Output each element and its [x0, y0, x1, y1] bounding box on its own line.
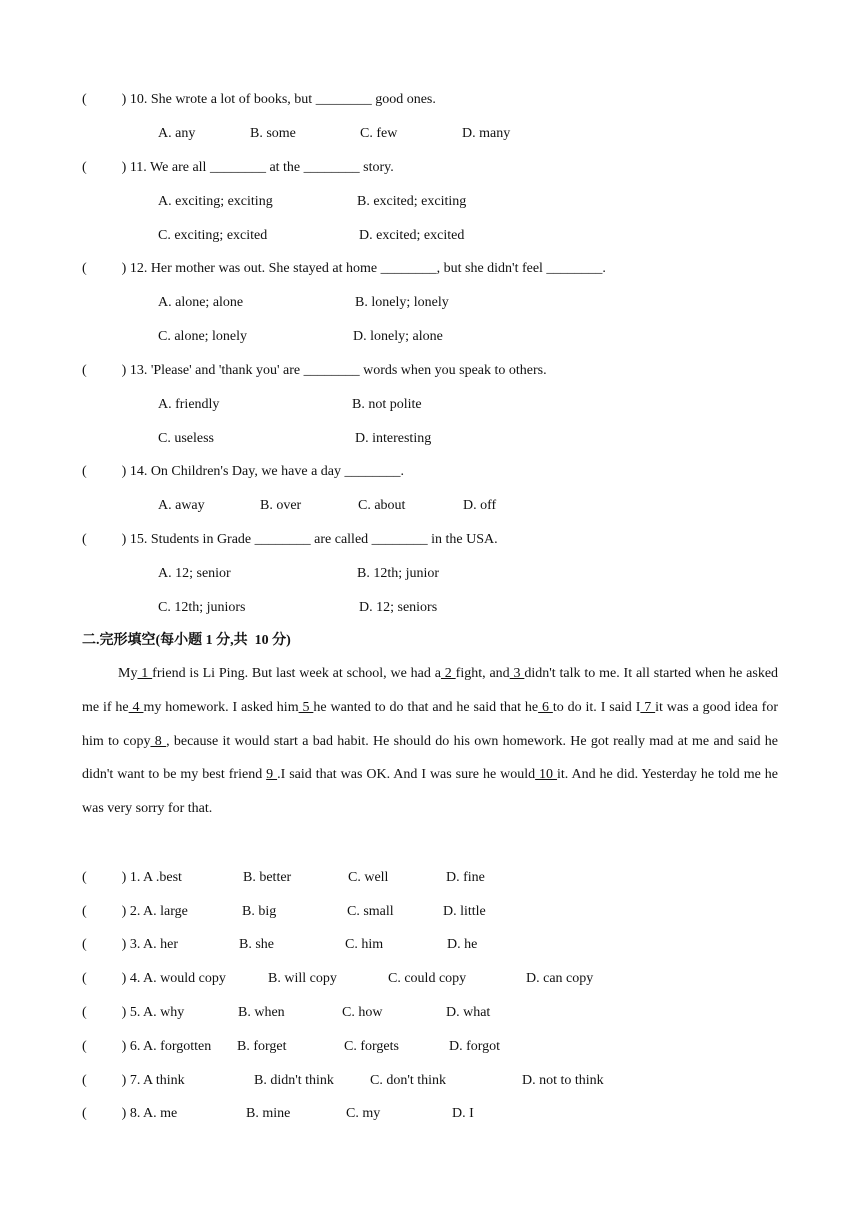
option-b: B. not polite	[352, 397, 422, 412]
option-c: C. don't think	[370, 1073, 447, 1088]
cloze-stem: ( ) 5. A. why	[82, 1005, 185, 1020]
option-a: A. alone; alone	[158, 295, 244, 310]
blank-2: 2	[440, 666, 456, 681]
cloze-stem: ( ) 8. A. me	[82, 1106, 178, 1121]
option-c: C. small	[347, 904, 394, 919]
option-c: C. alone; lonely	[158, 329, 248, 344]
option-d: D. little	[443, 904, 486, 919]
question-11: ( ) 11. We are all ________ at the ________ story.	[82, 160, 394, 175]
cloze-stem: ( ) 6. A. forgotten	[82, 1039, 212, 1054]
passage-text: it was a good idea for him to copy	[82, 699, 778, 749]
cloze-stem: ( ) 2. A. large	[82, 904, 188, 919]
option-d: D. what	[446, 1005, 491, 1020]
option-a: A. any	[158, 126, 196, 141]
cloze-stem: ( ) 1. A .best	[82, 870, 182, 885]
option-c: C. how	[342, 1005, 383, 1020]
question-10: ( ) 10. She wrote a lot of books, but ________ good ones.	[82, 92, 436, 107]
option-d: D. I	[452, 1106, 474, 1121]
option-d: D. fine	[446, 870, 485, 885]
option-d: D. he	[447, 937, 478, 952]
option-b: B. some	[250, 126, 296, 141]
option-c: C. my	[346, 1106, 381, 1121]
blank-6: 6	[538, 699, 553, 715]
option-b: B. lonely; lonely	[355, 295, 449, 310]
passage-text: .I said that was OK. And I was sure he would	[277, 767, 536, 783]
blank-3: 3	[509, 666, 525, 681]
question-13: ( ) 13. 'Please' and 'thank you' are ________ words when you speak to others.	[82, 363, 547, 378]
option-b: B. better	[243, 870, 292, 885]
option-b: B. over	[260, 498, 302, 513]
cloze-stem: ( ) 4. A. would copy	[82, 971, 226, 986]
option-d: D. lonely; alone	[353, 329, 443, 344]
question-15: ( ) 15. Students in Grade ________ are called ________ in the USA.	[82, 532, 498, 547]
option-d: D. forgot	[449, 1039, 501, 1054]
passage-text: My	[118, 666, 138, 681]
option-b: B. mine	[246, 1106, 291, 1121]
question-14: ( ) 14. On Children's Day, we have a day ________.	[82, 464, 404, 479]
option-b: B. big	[242, 904, 277, 919]
passage-text: didn't talk to me. It all started when he asked me if he	[82, 666, 779, 715]
option-c: C. 12th; juniors	[158, 600, 246, 615]
option-d: D. off	[463, 498, 497, 513]
option-c: C. well	[348, 870, 389, 885]
blank-10: 10	[535, 767, 558, 783]
option-c: C. about	[358, 498, 406, 513]
cloze-stem: ( ) 7. A think	[82, 1073, 185, 1088]
section-title-cloze: 二.完形填空(每小题 1 分,共 10 分)	[82, 633, 291, 648]
blank-8: 8	[150, 733, 167, 749]
option-b: B. forget	[237, 1039, 287, 1054]
passage-text: my homework. I asked him	[143, 699, 299, 715]
option-d: D. excited; excited	[359, 228, 465, 243]
option-b: B. she	[239, 937, 274, 952]
option-b: B. when	[238, 1005, 285, 1020]
option-a: A. 12; senior	[158, 566, 231, 581]
blank-9: 9	[266, 767, 278, 783]
blank-1: 1	[137, 666, 153, 681]
option-c: C. forgets	[344, 1039, 399, 1054]
passage-text: friend is Li Ping. But last week at school, we had a	[152, 666, 441, 681]
option-a: A. away	[158, 498, 205, 513]
option-c: C. could copy	[388, 971, 467, 986]
option-c: C. him	[345, 937, 384, 952]
passage-text: he wanted to do that and he said that he	[313, 699, 539, 715]
option-d: D. can copy	[526, 971, 594, 986]
passage-text: , because it would start a bad habit. He should do his own homework. He got really mad at me and said he didn't want to be my best friend	[82, 733, 779, 783]
passage-text: fight, and	[455, 666, 510, 681]
option-d: D. interesting	[355, 431, 432, 446]
option-b: B. 12th; junior	[357, 566, 440, 581]
passage-text: to do it. I said I	[552, 699, 641, 715]
option-a: A. exciting; exciting	[158, 194, 273, 209]
option-c: C. useless	[158, 431, 214, 446]
option-d: D. many	[462, 126, 511, 141]
blank-4: 4	[128, 699, 144, 715]
option-a: A. friendly	[158, 397, 220, 412]
cloze-stem: ( ) 3. A. her	[82, 937, 179, 952]
passage-text: it. And he did. Yesterday he told me he was very sorry for that.	[82, 767, 778, 817]
option-c: C. few	[360, 126, 398, 141]
question-12: ( ) 12. Her mother was out. She stayed at home ________, but she didn't feel ________.	[82, 261, 606, 276]
blank-5: 5	[298, 699, 314, 715]
blank-7: 7	[640, 699, 656, 715]
cloze-passage	[82, 657, 778, 826]
option-d: D. not to think	[522, 1073, 604, 1088]
option-b: B. will copy	[268, 971, 337, 986]
option-c: C. exciting; excited	[158, 228, 268, 243]
option-b: B. didn't think	[254, 1073, 334, 1088]
option-b: B. excited; exciting	[357, 194, 467, 209]
option-d: D. 12; seniors	[359, 600, 438, 615]
